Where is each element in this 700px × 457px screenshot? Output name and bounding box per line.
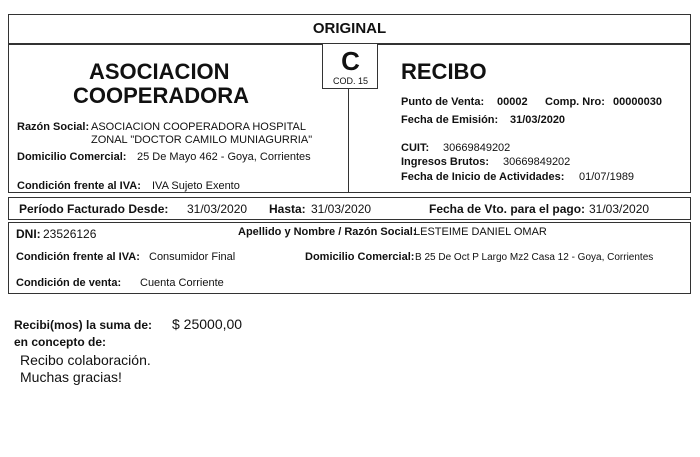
receipt-title: RECIBO (401, 59, 487, 84)
concepto-line2: Muchas gracias! (20, 369, 122, 385)
client-nombre-value: LESTEIME DANIEL OMAR (414, 226, 547, 238)
period-vto-value: 31/03/2020 (589, 202, 650, 216)
razon-social-label: Razón Social: (17, 121, 90, 133)
cuit-value: 30669849202 (443, 142, 511, 154)
client-box (8, 222, 691, 294)
period-desde-value: 31/03/2020 (187, 202, 248, 216)
client-iva-label: Condición frente al IVA: (16, 251, 140, 263)
copy-label: ORIGINAL (312, 20, 387, 37)
fecha-emision-label: Fecha de Emisión: (401, 114, 499, 126)
client-venta-value: Cuenta Corriente (140, 277, 224, 289)
dni-value: 23526126 (43, 227, 97, 241)
fecha-emision-value: 31/03/2020 (510, 114, 566, 126)
period-box (8, 197, 691, 220)
inicio-actividades-value: 01/07/1989 (579, 171, 635, 183)
center-divider (348, 89, 349, 193)
issuer-domicilio-value: 25 De Mayo 462 - Goya, Corrientes (137, 151, 311, 163)
punto-venta-label: Punto de Venta: (401, 96, 485, 108)
dni-label: DNI: (16, 227, 41, 241)
issuer-name-line1: ASOCIACION (89, 59, 230, 84)
inicio-actividades-label: Fecha de Inicio de Actividades: (401, 171, 565, 183)
concepto-label: en concepto de: (14, 335, 107, 349)
client-domicilio-value: B 25 De Oct P Largo Mz2 Casa 12 - Goya, Corrientes (415, 252, 654, 263)
period-desde-label: Período Facturado Desde: (19, 202, 169, 216)
cuit-label: CUIT: (401, 142, 430, 154)
doc-type-letter: C (341, 46, 360, 76)
header-box (8, 14, 691, 44)
comp-nro-label: Comp. Nro: (545, 96, 605, 108)
client-domicilio-label: Domicilio Comercial: (305, 251, 415, 263)
comp-nro-value: 00000030 (613, 96, 662, 108)
razon-social-line2: ZONAL "DOCTOR CAMILO MUNIAGURRIA" (91, 134, 313, 146)
issuer-domicilio-label: Domicilio Comercial: (17, 151, 127, 163)
period-hasta-label: Hasta: (269, 202, 306, 216)
issuer-iva-value: IVA Sujeto Exento (152, 180, 240, 192)
client-iva-value: Consumidor Final (149, 251, 236, 263)
issuer-name-line2: COOPERADORA (73, 83, 250, 108)
suma-label: Recibi(mos) la suma de: (14, 318, 153, 332)
period-vto-label: Fecha de Vto. para el pago: (429, 202, 586, 216)
doc-type-code: COD. 15 (332, 76, 368, 86)
client-venta-label: Condición de venta: (16, 277, 122, 289)
doc-type-box (322, 44, 378, 89)
suma-value: $ 25000,00 (172, 316, 243, 332)
ingresos-brutos-value: 30669849202 (503, 156, 571, 168)
punto-venta-value: 00002 (497, 96, 528, 108)
ingresos-brutos-label: Ingresos Brutos: (401, 156, 490, 168)
issuer-iva-label: Condición frente al IVA: (17, 180, 141, 192)
period-hasta-value: 31/03/2020 (311, 202, 372, 216)
concepto-line1: Recibo colaboración. (20, 352, 151, 368)
razon-social-line1: ASOCIACION COOPERADORA HOSPITAL (91, 121, 306, 133)
client-nombre-label: Apellido y Nombre / Razón Social: (238, 226, 417, 238)
